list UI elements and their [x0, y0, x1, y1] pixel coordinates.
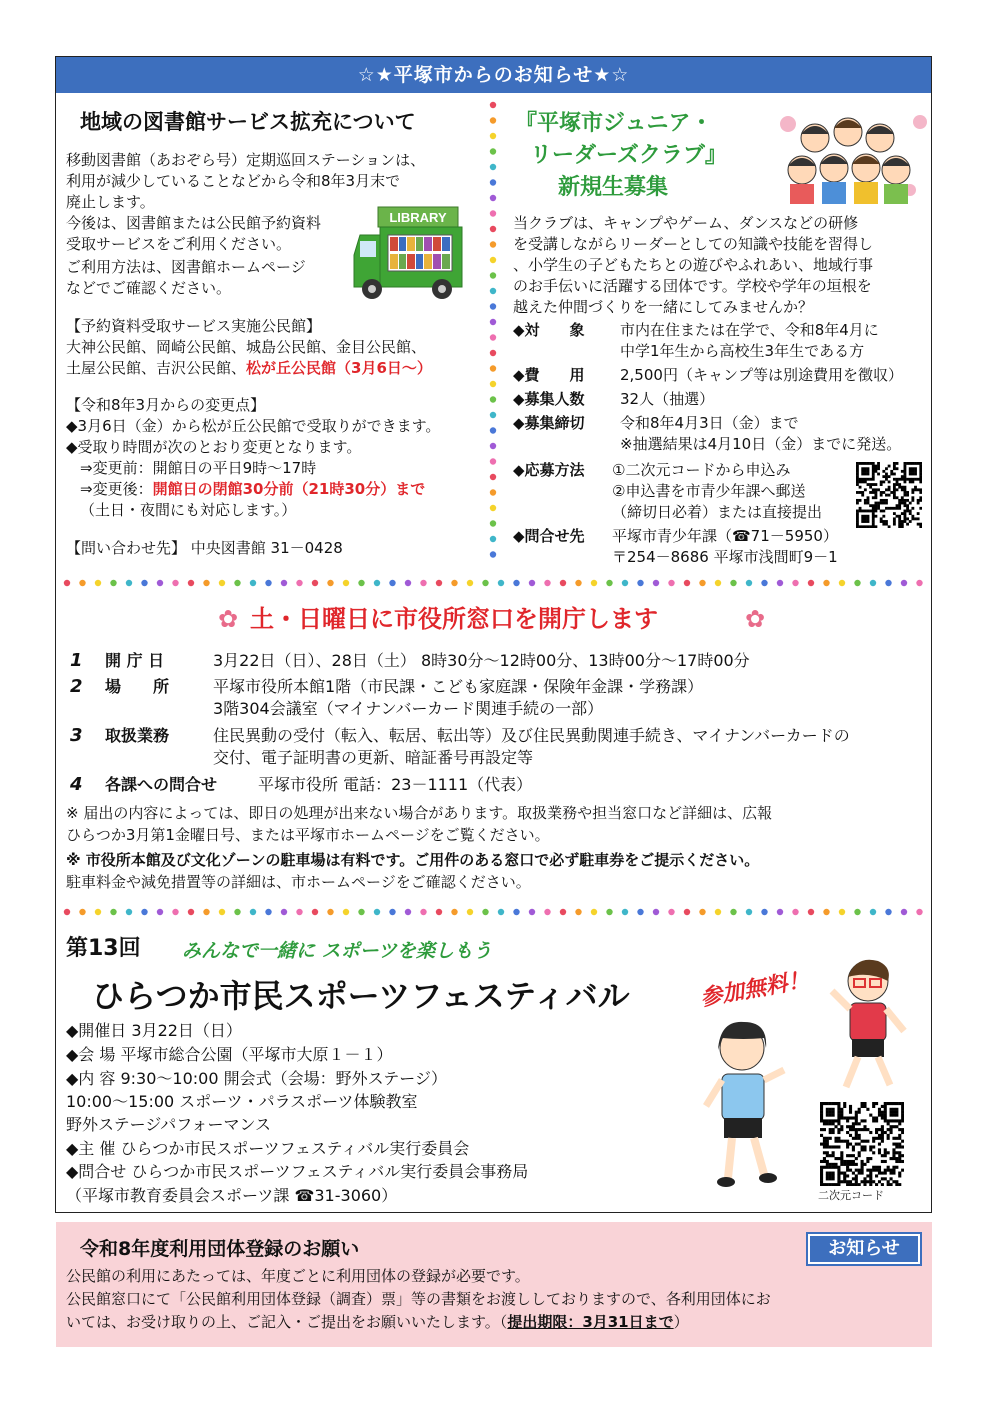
- registration-p3: いては、お受け取りの上、ご記入・ご提出をお願いいたします。（提出期限：3月31日まで）: [66, 1313, 689, 1331]
- office-item-number: 3: [70, 725, 83, 746]
- girl-running-illustration: [700, 1010, 810, 1200]
- junior-body-2: を受講しながらリーダーとしての知識や技能を習得し: [513, 235, 874, 253]
- sakura-icon: ✿: [218, 605, 239, 633]
- change-before: ⇒変更前：開館日の平日9時～17時: [80, 459, 317, 477]
- library-p3-2: などでご確認ください。: [66, 279, 232, 297]
- library-p1-3: 廃止します。: [66, 193, 155, 211]
- junior-qr-code[interactable]: [856, 462, 922, 528]
- library-p2-1: 今後は、図書館または公民館予約資料: [66, 214, 322, 232]
- truck-sign-text: LIBRARY: [389, 210, 447, 225]
- change-heading: 【令和8年3月からの変更点】: [66, 396, 266, 414]
- junior-title-3: 新規生募集: [558, 175, 669, 200]
- junior-row-value: ※抽選結果は4月10日（金）までに発送。: [620, 435, 902, 453]
- notice-badge: [806, 1232, 922, 1266]
- sports-tagline: みんなで一緒に スポーツを楽しもう: [182, 940, 492, 962]
- junior-row-value: 中学1年生から高校生3年生である方: [620, 342, 865, 360]
- sports-line: ◆開催日 3月22日（日）: [66, 1021, 242, 1040]
- office-item-text: 住民異動の受付（転入、転居、転出等）及び住民異動関連手続き、マイナンバーカードの: [213, 726, 850, 745]
- sports-line: （平塚市教育委員会スポーツ課 ☎31-3060）: [66, 1186, 398, 1205]
- office-item-text: 交付、電子証明書の更新、暗証番号再設定等: [213, 748, 534, 767]
- office-item-text: 平塚市役所 電話：23－1111（代表）: [258, 775, 533, 794]
- sports-line: ◆主 催 ひらつか市民スポーツフェスティバル実行委員会: [66, 1139, 470, 1158]
- sports-edition: 第13回: [66, 936, 141, 961]
- sports-line: ◆会 場 平塚市総合公園（平塚市大原１－１）: [66, 1045, 393, 1064]
- registration-p1: 公民館の利用にあたっては、年度ごとに利用団体の登録が必要です。: [66, 1267, 530, 1285]
- library-p3-1: ご利用方法は、図書館ホームページ: [66, 258, 306, 276]
- sports-line: 10:00～15:00 スポーツ・パラスポーツ体験教室: [66, 1092, 418, 1111]
- office-item-text: 3月22日（日）、28日（土） 8時30分～12時00分、13時00分～17時00分: [213, 651, 750, 670]
- office-item-text: 3階304会議室（マイナンバーカード関連手続の一部）: [213, 699, 604, 718]
- library-p1-1: 移動図書館（あおぞら号）定期巡回ステーションは、: [66, 151, 426, 169]
- change-line-1: ◆3月6日（金）から松が丘公民館で受取りができます。: [66, 417, 441, 435]
- notice-badge-label: お知らせ: [810, 1236, 918, 1262]
- boy-stretching-illustration: [820, 955, 910, 1095]
- junior-body-3: 、小学生の子どもたちとの遊びやふれあい、地域行事: [513, 256, 874, 274]
- library-title: 地域の図書館サービス拡充について: [80, 110, 416, 134]
- office-item-label: 場 所: [105, 677, 170, 696]
- junior-row-label: ◆問合せ先: [513, 527, 585, 545]
- junior-row-value: 32人（抽選）: [620, 390, 715, 408]
- vertical-dot-divider: [488, 100, 498, 568]
- office-note-2: ※ 市役所本館及び文化ゾーンの駐車場は有料です。ご用件のある窓口で必ず駐車券をご提示ください。: [66, 851, 760, 869]
- junior-body-1: 当クラブは、キャンプやゲーム、ダンスなどの研修: [513, 214, 859, 232]
- library-p1-2: 利用が減少していることなどから令和8年3月末で: [66, 172, 401, 190]
- page-banner: ☆★平塚市からのお知らせ★☆: [56, 57, 931, 93]
- registration-p2: 公民館窓口にて「公民館利用団体登録（調査）票」等の書類をお渡ししておりますので、各利用団体にお: [66, 1290, 771, 1308]
- junior-body-4: のお手伝いに活躍する団体です。学校や学年の垣根を: [513, 277, 872, 295]
- office-item-text: 平塚市役所本館1階（市民課・こども家庭課・保険年金課・学務課）: [213, 677, 704, 696]
- change-line-2: ◆受取り時間が次のとおり変更となります。: [66, 438, 362, 456]
- library-p2-2: 受取サービスをご利用ください。: [66, 235, 292, 253]
- junior-row-value: 〒254－8686 平塚市浅間町9－1: [612, 548, 838, 566]
- office-item-number: 4: [70, 774, 83, 795]
- change-after-note: （土日・夜間にも対応します。）: [80, 501, 297, 519]
- library-contact: 【問い合わせ先】 中央図書館 31－0428: [66, 539, 343, 557]
- junior-body-5: 越えた仲間づくりを一緒にしてみませんか？: [513, 298, 814, 316]
- junior-row-value: ②申込書を市青少年課へ郵送: [612, 482, 806, 500]
- junior-row-value: ①二次元コードから申込み: [612, 461, 791, 479]
- sports-qr-code[interactable]: [820, 1102, 904, 1186]
- registration-title: 令和8年度利用団体登録のお願い: [80, 1238, 360, 1260]
- halls-line-2: 土屋公民館、吉沢公民館、松が丘公民館（3月6日～）: [66, 359, 432, 377]
- office-item-number: 2: [70, 676, 83, 697]
- junior-title-2: リーダーズクラブ』: [530, 143, 727, 168]
- junior-row-value: （締切日必着）または直接提出: [612, 503, 823, 521]
- horizontal-dot-divider: [62, 907, 930, 917]
- horizontal-dot-divider: [62, 578, 930, 588]
- qr-caption: 二次元コード: [818, 1189, 884, 1202]
- library-truck-icon: [350, 205, 470, 305]
- office-item-number: 1: [70, 650, 83, 671]
- junior-row-value: 令和8年4月3日（金）まで: [620, 414, 799, 432]
- sports-title: ひらつか市民スポーツフェスティバル: [92, 977, 630, 1015]
- junior-row-value: 市内在住または在学で、令和8年4月に: [620, 321, 879, 339]
- halls-line-1: 大神公民館、岡崎公民館、城島公民館、金目公民館、: [66, 338, 427, 356]
- office-item-label: 取扱業務: [105, 726, 170, 745]
- change-after: ⇒変更後：開館日の閉館30分前（21時30分）まで: [80, 480, 426, 498]
- office-item-label: 各課への問合せ: [105, 775, 218, 794]
- sports-line: ◆問合せ ひらつか市民スポーツフェスティバル実行委員会事務局: [66, 1162, 529, 1181]
- office-note-2: 駐車料金や減免措置等の詳細は、市ホームページをご確認ください。: [66, 873, 531, 891]
- children-group-illustration: [770, 102, 930, 206]
- junior-row-label: ◆募集締切: [513, 414, 585, 432]
- sakura-icon: ✿: [745, 605, 766, 633]
- junior-row-label: ◆応募方法: [513, 461, 585, 479]
- office-title: 土・日曜日に市役所窓口を開庁します: [250, 605, 658, 633]
- junior-title-1: 『平塚市ジュニア・: [515, 111, 713, 136]
- sports-line: 野外ステージパフォーマンス: [66, 1115, 271, 1134]
- junior-row-label: ◆対 象: [513, 321, 585, 339]
- office-item-label: 開 庁 日: [105, 651, 165, 670]
- junior-row-value: 平塚市青少年課（☎71－5950）: [612, 527, 838, 545]
- junior-row-value: 2,500円（キャンプ等は別途費用を徴収）: [620, 366, 903, 384]
- junior-row-label: ◆費 用: [513, 366, 585, 384]
- office-note-1: ひらつか3月第1金曜日号、または平塚市ホームページをご覧ください。: [66, 826, 550, 844]
- junior-row-label: ◆募集人数: [513, 390, 585, 408]
- sports-line: ◆内 容 9:30～10:00 開会式（会場：野外ステージ）: [66, 1069, 447, 1088]
- office-note-1: ※ 届出の内容によっては、即日の処理が出来ない場合があります。取扱業務や担当窓口など詳細は、広報: [66, 804, 773, 822]
- halls-heading: 【予約資料受取サービス実施公民館】: [66, 317, 322, 335]
- free-badge: 参加無料！: [698, 967, 812, 1012]
